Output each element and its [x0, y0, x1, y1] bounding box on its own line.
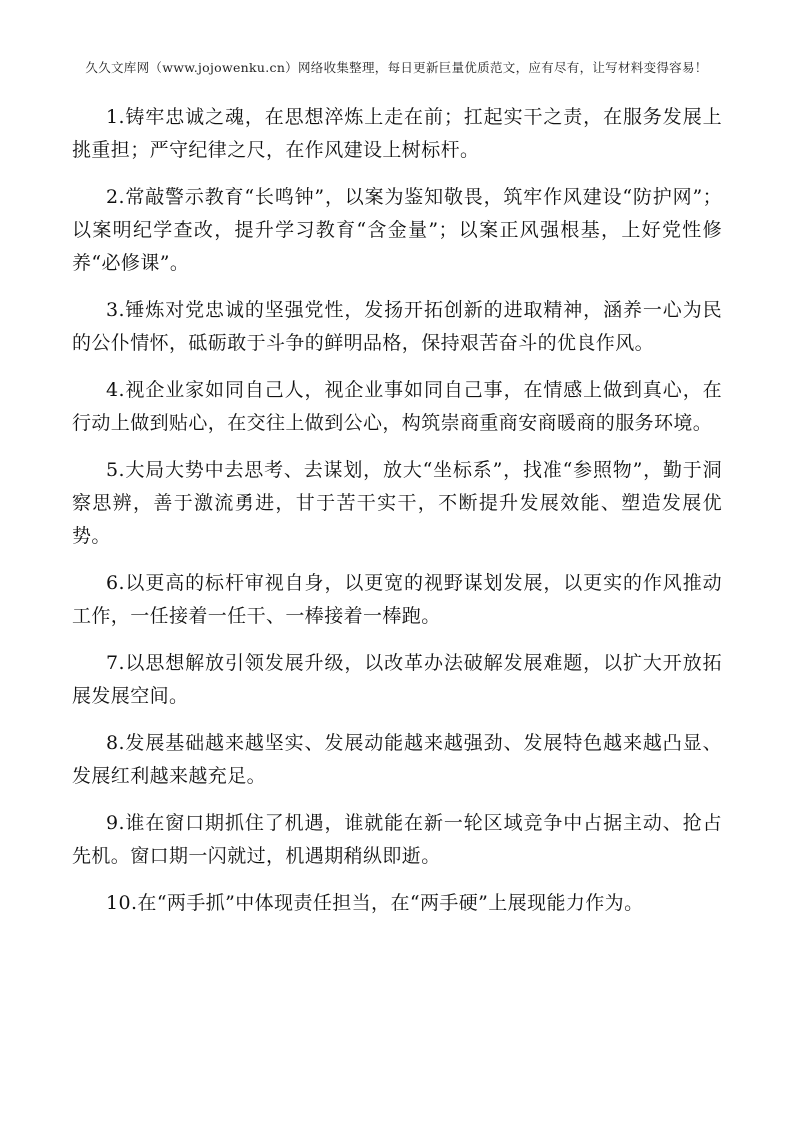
paragraph-6: 6.以更高的标杆审视自身，以更宽的视野谋划发展，以更实的作风推动工作，一任接着一任干、一棒接着一棒跑。 — [72, 572, 722, 627]
paragraph-5: 5.大局大势中去思考、去谋划，放大“坐标系”，找准“参照物”，勤于洞察思辨，善于激流勇进，甘于苦干实干，不断提升发展效能、塑造发展优势。 — [72, 459, 722, 547]
paragraph-2: 2.常敲警示教育“长鸣钟”，以案为鉴知敬畏，筑牢作风建设“防护网”；以案明纪学查改，提升学习教育“含金量”；以案正风强根基，上好党性修养“必修课”。 — [72, 186, 722, 274]
paragraph-9: 9.谁在窗口期抓住了机遇，谁就能在新一轮区域竞争中占据主动、抢占先机。窗口期一闪就过，机遇期稍纵即逝。 — [72, 812, 722, 867]
paragraph-10: 10.在“两手抓”中体现责任担当，在“两手硬”上展现能力作为。 — [106, 892, 644, 914]
paragraph-7: 7.以思想解放引领发展升级，以改革办法破解发展难题，以扩大开放拓展发展空间。 — [72, 652, 722, 707]
paragraph-4: 4.视企业家如同自己人，视企业事如同自己事，在情感上做到真心，在行动上做到贴心，在交往上做到公心，构筑崇商重商安商暖商的服务环境。 — [72, 379, 722, 434]
page-header: 久久文库网（www.jojowenku.cn）网络收集整理，每日更新巨量优质范文，应有尽有，让写材料变得容易！ — [85, 60, 708, 75]
paragraph-1: 1.铸牢忠诚之魂，在思想淬炼上走在前；扛起实干之责，在服务发展上挑重担；严守纪律之尺，在作风建设上树标杆。 — [72, 106, 722, 161]
paragraph-3: 3.锤炼对党忠诚的坚强党性，发扬开拓创新的进取精神，涵养一心为民的公仆情怀，砥砺敢于斗争的鲜明品格，保持艰苦奋斗的优良作风。 — [72, 299, 722, 354]
paragraph-8: 8.发展基础越来越坚实、发展动能越来越强劲、发展特色越来越凸显、发展红利越来越充足。 — [72, 732, 722, 787]
document-body — [72, 101, 722, 934]
